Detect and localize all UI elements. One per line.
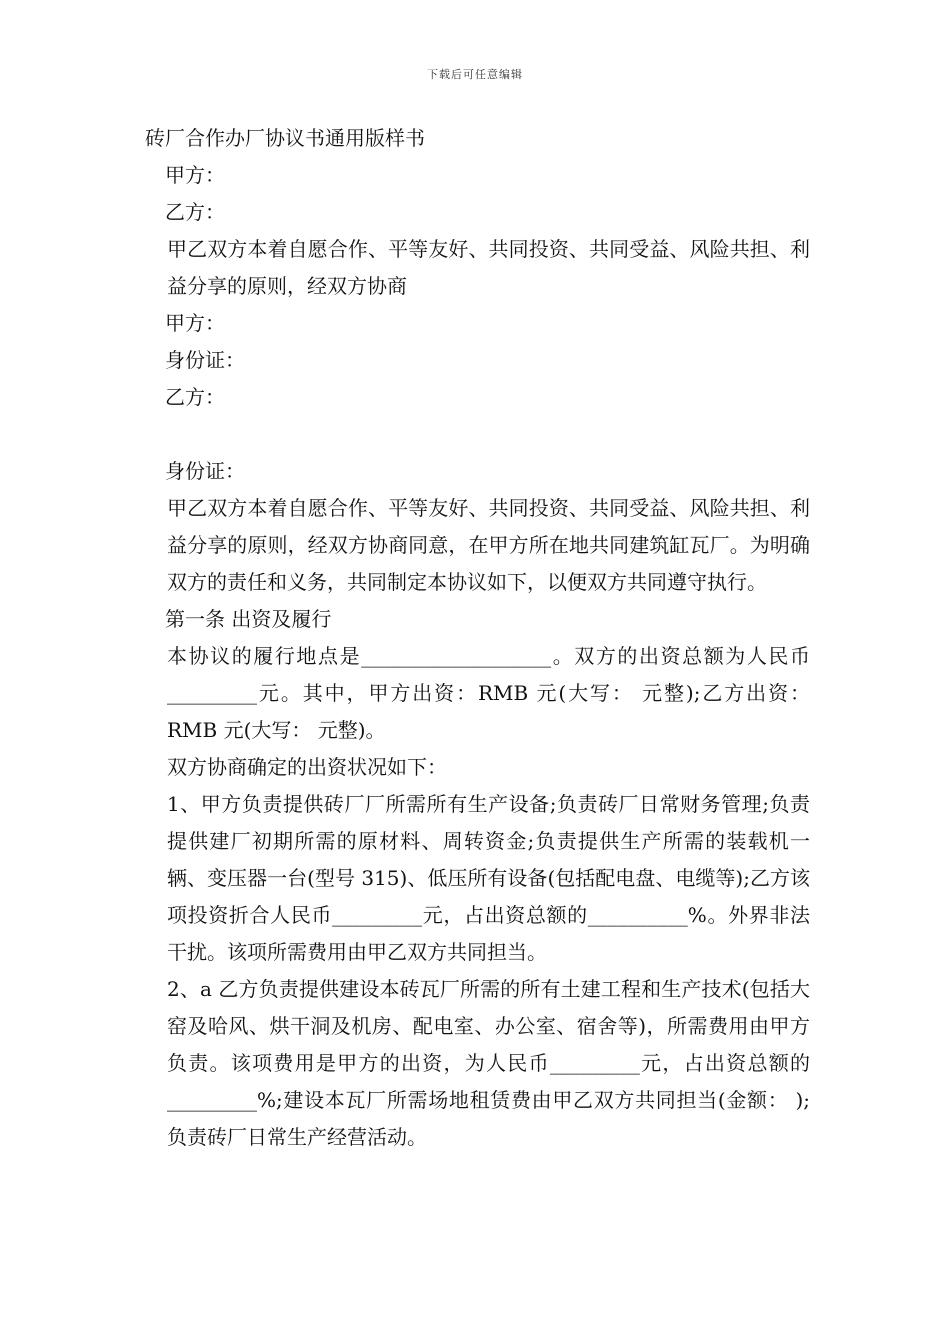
blank-spacer [145,416,810,453]
funding-intro: 双方协商确定的出资状况如下： [167,755,447,779]
document-body [145,120,810,1156]
id-card-label-1: 身份证： [165,348,245,372]
party-b-label: 乙方： [165,200,225,224]
party-a-label: 甲方： [165,163,225,187]
item-2-paragraph: 2、a 乙方负责提供建设本砖瓦厂所需的所有土建工程和生产技术(包括大窑及哈风、烘干洞及机房、配电室、办公室、宿舍等)，所需费用由甲方负责。该项费用是甲方的出资，为人民币_________元，占出资总额的_________%;建设本瓦厂所需场地租赁费由甲乙双方共同担当(金额： );负责砖厂日常生产经营活动。 [167,977,810,1149]
document-title: 砖厂合作办厂协议书通用版样书 [145,126,425,150]
id-card-label-2: 身份证： [165,459,245,483]
party-a-label-2: 甲方： [165,311,225,335]
place-paragraph: 本协议的履行地点是___________________。双方的出资总额为人民币_________元。其中，甲方出资：RMB 元(大写： 元整);乙方出资：RMB 元(大写： 元整)。 [167,644,810,742]
article-1-heading: 第一条 出资及履行 [165,607,332,631]
party-b-label-2: 乙方： [165,385,225,409]
intro-paragraph-1: 甲乙双方本着自愿合作、平等友好、共同投资、共同受益、风险共担、利益分享的原则，经双方协商 [167,237,810,298]
header-note: 下载后可任意编辑 [427,68,523,81]
item-1-paragraph: 1、甲方负责提供砖厂厂所需所有生产设备;负责砖厂日常财务管理;负责提供建厂初期所需的原材料、周转资金;负责提供生产所需的装载机一辆、变压器一台(型号 315)、低压所有设备(包括配电盘、电缆等);乙方该项投资折合人民币_________元，占出资总额的__________%。外界非法干扰。该项所需费用由甲乙双方共同担当。 [167,792,810,964]
intro-paragraph-2: 甲乙双方本着自愿合作、平等友好、共同投资、共同受益、风险共担、利益分享的原则，经双方协商同意，在甲方所在地共同建筑缸瓦厂。为明确双方的责任和义务，共同制定本协议如下，以便双方共同遵守执行。 [167,496,810,594]
